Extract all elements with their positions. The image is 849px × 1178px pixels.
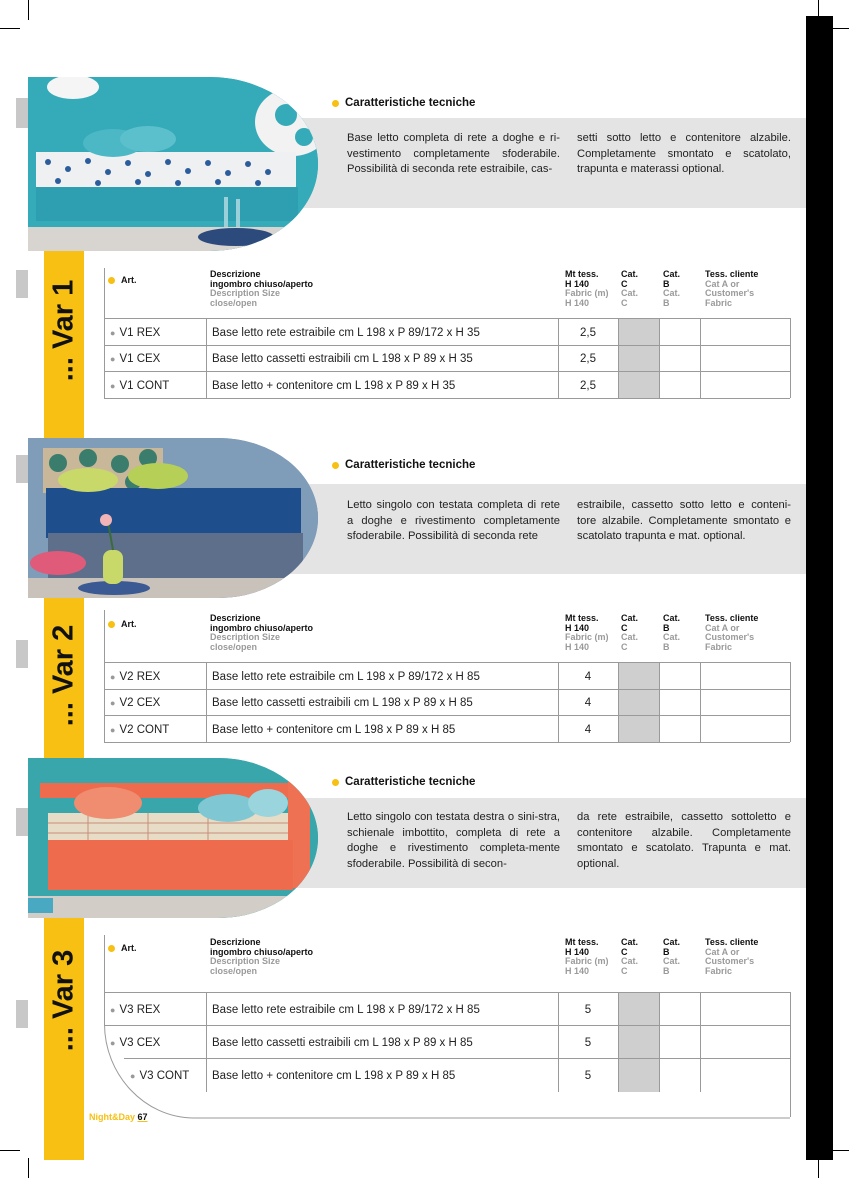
- table-header-cell: [663, 938, 680, 976]
- header-text: B: [663, 297, 670, 308]
- bullet-icon: ●: [110, 671, 116, 682]
- header-text: Cat.: [621, 613, 639, 623]
- header-text: Cat.: [621, 269, 639, 279]
- bullet-icon: ●: [110, 698, 116, 708]
- crop-mark: [28, 0, 29, 20]
- section-title-1: Caratteristiche tecniche: [332, 97, 475, 109]
- cat-c-cell: [618, 993, 659, 1026]
- table-row: [104, 371, 790, 399]
- header-text: close/open: [210, 641, 258, 652]
- table-header-cell: [565, 614, 609, 652]
- column-divider: [659, 690, 660, 716]
- art-code: [110, 993, 160, 1026]
- fabric-meters: 4: [584, 697, 592, 709]
- header-text: Cat.: [621, 288, 639, 298]
- cat-c-cell: [618, 319, 659, 346]
- header-text: Fabric (m): [565, 956, 609, 966]
- item-description: Base letto + contenitore cm L 198 x P 89 x H 35: [212, 379, 456, 392]
- fabric-meters: 4: [584, 670, 592, 683]
- table-header-cell: [663, 270, 680, 308]
- bullet-icon: ●: [130, 1070, 136, 1081]
- header-text: B: [663, 622, 670, 633]
- bullet-icon: [332, 462, 339, 469]
- art-code-text: V3 CONT: [139, 1069, 190, 1082]
- art-code: [110, 372, 169, 399]
- fabric-meters: 5: [584, 1003, 592, 1016]
- table-frame: [790, 662, 791, 742]
- side-mark: [16, 808, 28, 836]
- cat-c-cell: [618, 372, 659, 399]
- header-text: ingombro chiuso/aperto: [210, 278, 314, 289]
- header-text: Description Size: [210, 288, 281, 298]
- header-text: Fabric (m): [565, 632, 609, 642]
- column-divider: [206, 993, 207, 1026]
- table-curve: [104, 1024, 794, 1119]
- crop-mark: [0, 1150, 20, 1151]
- header-text: C: [621, 946, 628, 957]
- item-description: Base letto + contenitore cm L 198 x P 89 x H 85: [212, 723, 456, 736]
- column-divider: [618, 690, 619, 716]
- var-label-1: ... Var 1: [47, 279, 80, 381]
- table-header-cell: [705, 938, 758, 976]
- table-header-cell: [210, 270, 313, 308]
- header-text: C: [621, 297, 628, 308]
- header-text: Cat.: [621, 956, 639, 966]
- fabric-meters: 5: [584, 1036, 592, 1049]
- table-frame: [104, 742, 790, 743]
- table-header-cell: [565, 270, 609, 308]
- header-text: B: [663, 278, 670, 289]
- item-description: Base letto rete estraibile cm L 198 x P 89/172 x H 35: [212, 326, 480, 339]
- art-code: [110, 690, 160, 716]
- header-text: Mt tess.: [565, 269, 599, 279]
- item-description: Base letto rete estraibile cm L 198 x P 89/172 x H 85: [212, 670, 480, 683]
- bullet-icon: [332, 100, 339, 107]
- table-row: [104, 715, 790, 743]
- header-text: Fabric: [705, 965, 733, 976]
- table-header-art: [108, 620, 137, 630]
- table-frame: [104, 268, 105, 398]
- side-mark: [16, 455, 28, 483]
- table-frame: [790, 318, 791, 398]
- bullet-icon: ●: [110, 724, 116, 735]
- fabric-meters: 2,5: [580, 326, 596, 339]
- header-text: Cat.: [663, 632, 681, 642]
- column-divider: [700, 372, 701, 399]
- bullet-icon: ●: [110, 327, 116, 338]
- product-photo-var1: [28, 77, 318, 251]
- header-text: Fabric: [705, 641, 733, 652]
- header-text: Descrizione: [210, 613, 261, 623]
- header-text: Fabric (m): [565, 288, 609, 298]
- header-text: Cat A or: [705, 622, 740, 633]
- table-header-art: [108, 276, 137, 286]
- column-divider: [659, 663, 660, 690]
- bullet-icon: ●: [110, 1037, 116, 1048]
- description-left-3: Letto singolo con testata destra o sini-stra, schienale imbottito, completa di rete a doghe e rivestimento completa-mente sfoderabile. Possibilità di secon-: [347, 811, 560, 870]
- column-divider: [659, 993, 660, 1026]
- header-text: Mt tess.: [565, 937, 599, 947]
- side-mark: [16, 98, 28, 128]
- fabric-meters: 5: [584, 1069, 592, 1082]
- cat-c-cell: [618, 690, 659, 716]
- header-text: Tess. cliente: [705, 613, 759, 623]
- item-description: Base letto cassetti estraibili cm L 198 x P 89 x H 85: [212, 1036, 473, 1049]
- header-text: Cat A or: [705, 278, 740, 289]
- bullet-icon: [332, 779, 339, 786]
- column-divider: [659, 346, 660, 372]
- table-header-cell: [705, 270, 758, 308]
- art-code-text: V1 CONT: [119, 379, 170, 392]
- art-code: [110, 319, 160, 346]
- header-text: Cat.: [663, 269, 681, 279]
- column-divider: [700, 716, 701, 743]
- table-frame: [104, 610, 105, 742]
- column-divider: [659, 716, 660, 743]
- header-text: Art.: [121, 943, 137, 953]
- art-code: [110, 716, 169, 743]
- table-header-cell: [621, 614, 638, 652]
- header-text: C: [621, 641, 628, 652]
- fabric-meters: 2,5: [580, 379, 596, 392]
- side-mark: [16, 1000, 28, 1028]
- header-text: Cat A or: [705, 946, 740, 957]
- section-title-2: Caratteristiche tecniche: [332, 459, 475, 471]
- header-text: Customer's: [705, 632, 755, 642]
- column-divider: [700, 319, 701, 346]
- header-text: Customer's: [705, 288, 755, 298]
- section-title-3: Caratteristiche tecniche: [332, 776, 475, 788]
- footer-page-number: 67: [137, 1112, 148, 1122]
- column-divider: [700, 993, 701, 1026]
- table-frame: [104, 398, 790, 399]
- column-divider: [206, 716, 207, 743]
- art-code-text: V2 CEX: [119, 697, 161, 709]
- column-divider: [206, 319, 207, 346]
- header-text: Customer's: [705, 956, 755, 966]
- table-header-cell: [210, 938, 313, 976]
- var-label-2: ... Var 2: [47, 624, 80, 726]
- fabric-meters: 2,5: [580, 353, 596, 365]
- header-text: Cat.: [663, 937, 681, 947]
- header-text: close/open: [210, 965, 258, 976]
- table-row: [104, 689, 790, 716]
- bullet-icon: ●: [110, 1004, 116, 1015]
- description-left-2: Letto singolo con testata completa di rete a doghe e rivestimento completamente sfoderabile. Possibilità di seconda rete: [347, 499, 560, 542]
- column-divider: [618, 716, 619, 743]
- var-label-3: ... Var 3: [47, 949, 80, 1051]
- item-description: Base letto rete estraibile cm L 198 x P 89/172 x H 85: [212, 1003, 480, 1016]
- footer-brand: Night&Day: [89, 1112, 136, 1122]
- header-text: H 140: [565, 946, 590, 957]
- header-text: H 140: [565, 622, 590, 633]
- column-divider: [659, 319, 660, 346]
- cat-c-cell: [618, 663, 659, 690]
- header-text: Tess. cliente: [705, 269, 759, 279]
- side-mark: [16, 270, 28, 298]
- column-divider: [700, 346, 701, 372]
- bullet-icon: [108, 277, 115, 284]
- header-text: B: [663, 965, 670, 976]
- column-divider: [618, 993, 619, 1026]
- description-right-1: setti sotto letto e contenitore alzabile. Completamente smontato e scatolato, trapunta e materassi optional.: [577, 132, 791, 175]
- header-text: C: [621, 965, 628, 976]
- table-header-cell: [705, 614, 758, 652]
- description-right-3: da rete estraibile, cassetto sottoletto e contenitore alzabile. Completamente smontato e scatolato. Trapunta e mat. optional.: [577, 811, 791, 870]
- item-description: Base letto + contenitore cm L 198 x P 89 x H 85: [212, 1069, 456, 1082]
- header-text: Mt tess.: [565, 613, 599, 623]
- bullet-icon: [108, 945, 115, 952]
- art-code-text: V2 REX: [119, 670, 161, 683]
- column-divider: [618, 319, 619, 346]
- header-text: C: [621, 622, 628, 633]
- table-header-cell: [621, 938, 638, 976]
- art-code-text: V3 CEX: [119, 1036, 161, 1049]
- cat-c-cell: [618, 716, 659, 743]
- art-code-text: V3 REX: [119, 1003, 161, 1016]
- header-text: H 140: [565, 278, 590, 289]
- art-code-text: V1 REX: [119, 326, 161, 339]
- header-text: Art.: [121, 275, 137, 285]
- item-description: Base letto cassetti estraibili cm L 198 x P 89 x H 85: [212, 697, 473, 709]
- bullet-icon: ●: [110, 354, 116, 364]
- table-row: [104, 345, 790, 372]
- column-divider: [206, 663, 207, 690]
- column-divider: [618, 372, 619, 399]
- table-frame: [104, 935, 105, 1025]
- header-text: Description Size: [210, 632, 281, 642]
- column-divider: [618, 346, 619, 372]
- bullet-icon: ●: [110, 380, 116, 391]
- column-divider: [659, 372, 660, 399]
- column-divider: [700, 690, 701, 716]
- column-divider: [206, 372, 207, 399]
- cat-c-cell: [618, 346, 659, 372]
- header-text: close/open: [210, 297, 258, 308]
- art-code-text: V1 CEX: [119, 353, 161, 365]
- header-text: B: [663, 641, 670, 652]
- header-text: C: [621, 278, 628, 289]
- art-code-text: V2 CONT: [119, 723, 170, 736]
- header-text: ingombro chiuso/aperto: [210, 622, 314, 633]
- header-text: Description Size: [210, 956, 281, 966]
- product-photo-var3: [28, 758, 318, 918]
- fabric-meters: 4: [584, 723, 592, 736]
- crop-mark: [818, 1158, 819, 1178]
- bullet-icon: [108, 621, 115, 628]
- header-text: Cat.: [663, 288, 681, 298]
- column-divider: [700, 663, 701, 690]
- header-text: Cat.: [663, 613, 681, 623]
- header-text: Fabric: [705, 297, 733, 308]
- column-divider: [618, 663, 619, 690]
- header-text: H 140: [565, 297, 590, 308]
- product-photo-var2: [28, 438, 318, 598]
- header-text: H 140: [565, 641, 590, 652]
- header-text: H 140: [565, 965, 590, 976]
- table-header-cell: [663, 614, 680, 652]
- header-text: ingombro chiuso/aperto: [210, 946, 314, 957]
- table-row: [104, 992, 790, 1026]
- table-header-cell: [210, 614, 313, 652]
- crop-mark: [28, 1158, 29, 1178]
- description-right-2: estraibile, cassetto sotto letto e conteni-tore alzabile. Completamente smontato e scatolato trapunta e mat. optional.: [577, 499, 791, 542]
- description-left-1: Base letto completa di rete a doghe e ri-vestimento completamente sfoderabile. Possibilità di seconda rete estraibile, cas-: [347, 132, 560, 175]
- header-text: Tess. cliente: [705, 937, 759, 947]
- table-header-art: [108, 944, 137, 954]
- item-description: Base letto cassetti estraibili cm L 198 x P 89 x H 35: [212, 353, 473, 365]
- page-edge-bar: [806, 16, 833, 1160]
- table-header-cell: [565, 938, 609, 976]
- art-code: [110, 663, 160, 690]
- column-divider: [206, 690, 207, 716]
- header-text: Cat.: [621, 937, 639, 947]
- header-text: Descrizione: [210, 937, 261, 947]
- header-text: Cat.: [663, 956, 681, 966]
- header-text: Descrizione: [210, 269, 261, 279]
- crop-mark: [0, 28, 20, 29]
- side-mark: [16, 640, 28, 668]
- table-row: [104, 662, 790, 690]
- page-footer: [89, 1112, 148, 1122]
- header-text: Art.: [121, 619, 137, 629]
- column-divider: [206, 346, 207, 372]
- art-code: [110, 346, 160, 372]
- table-row: [104, 318, 790, 346]
- header-text: B: [663, 946, 670, 957]
- header-text: Cat.: [621, 632, 639, 642]
- table-header-cell: [621, 270, 638, 308]
